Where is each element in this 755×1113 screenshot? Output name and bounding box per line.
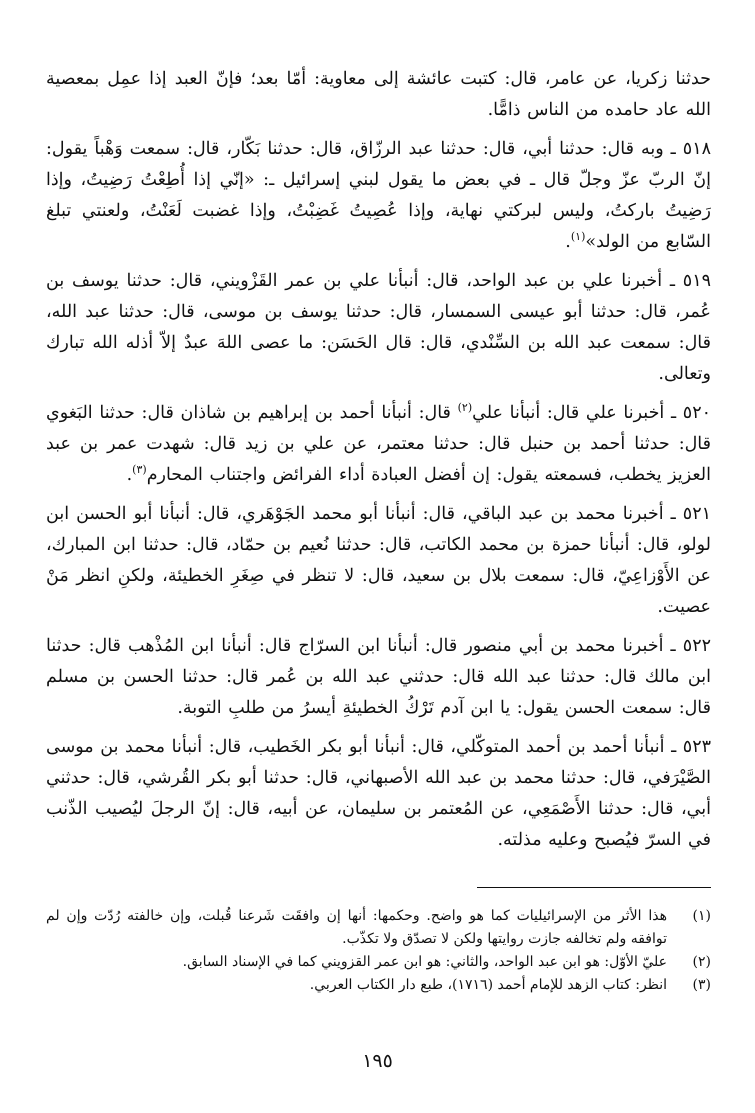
footnote-2 bbox=[46, 951, 711, 974]
paragraph-text: حدثنا زكريا، عن عامر، قال: كتبت عائشة إلى معاوية: أمّا بعد؛ فإنّ العبد إذا عمِل بمعصية الله عاد حامده من الناس ذامًّا. bbox=[46, 69, 711, 120]
footnote-reference-2[interactable]: (٢) bbox=[457, 401, 473, 415]
footnote-reference-1[interactable]: (١) bbox=[570, 230, 586, 244]
paragraph-text: ٥١٨ ـ وبه قال: حدثنا أبي، قال: حدثنا عبد الرزّاق، قال: حدثنا بَكّار، قال: سمعت وَهْباً يقول: إنّ الربّ عزّ وجلّ قال ـ في بعض ما يقول لبني إسرائيل ـ: «إنّي إذا أُطِعْتُ رَضِيتُ، وإذا رَضِيتُ باركتُ، وليس لبركتي نهاية، وإذا عُصِيتُ غَضِبْتُ، وإذا غضبت لَعَنْتُ، ولعنتي تبلغ السّابع من الولد» bbox=[46, 139, 711, 252]
footnotes-section bbox=[46, 905, 711, 997]
footnote-number: (١) bbox=[692, 908, 711, 924]
paragraph-text: ٥٢١ ـ أخبرنا محمد بن عبد الباقي، قال: أنبأنا أبو محمد الجَوْهَري، قال: أنبأنا أبو الحسن ابن لولو، قال: أنبأنا حمزة بن محمد الكاتب، قال: حدثنا نُعيم بن حمّاد، قال: حدثنا ابن المبارك، عن الأَوْزاعِيّ، قال: سمعت بلال بن سعيد، قال: لا تنظر في صِغَرِ الخطيئة، ولكنِ انظر مَنْ عصيت. bbox=[46, 504, 711, 617]
paragraph-text: ٥٢٣ ـ أنبأنا أحمد بن أحمد المتوكّلي، قال: أنبأنا أبو بكر الخَطيب، قال: أنبأنا محمد بن موسى الصَّيْرَفي، قال: حدثنا محمد بن عبد الله الأصبهاني، قال: حدثنا أبو بكر القُرشي، قال: حدثني أبي، قال: حدثنا الأَصْمَعِي، عن المُعتمر بن سليمان، عن أبيه، قال: إنّ الرجلَ ليُصيب الذّنب في السرّ فيُصبح وعليه مذلته. bbox=[46, 737, 711, 850]
footnote-text: انظر: كتاب الزهد للإمام أحمد (١٧١٦)، طبع دار الكتاب العربي. bbox=[309, 977, 667, 993]
footnote-text: هذا الأثر من الإسرائيليات كما هو واضح. وحكمها: أنها إن وافقَت شَرعنا قُبلت، وإن خالفته رُدّت وإن لم توافقه ولم تخالفه جازت روايتها ولكن لا تصدّق ولا تكذّب. bbox=[46, 908, 667, 947]
paragraph-520 bbox=[46, 398, 711, 491]
paragraph-519 bbox=[46, 266, 711, 390]
footnote-text: عليّ الأوّل: هو ابن عبد الواحد، والثاني: هو ابن عمر القزويني كما في الإسناد السابق. bbox=[182, 954, 667, 970]
paragraph-518: ٥١٨ ـ وبه قال: حدثنا أبي، قال: حدثنا عبد الرزّاق، قال: حدثنا بَكّار، قال: سمعت وَهْباً يقول: إنّ الربّ عزّ وجلّ قال ـ في بعض ما يقول لبني إسرائيل ـ: «إنّي إذا أُطِعْتُ رَضِيتُ، وإذا رَضِيتُ باركتُ، وليس لبركتي نهاية، وإذا عُصِيتُ غَضِبْتُ، وإذا غضبت لَعَنْتُ، ولعنتي تبلغ السّابع من الولد»$^{(١)}$. bbox=[46, 139, 711, 252]
paragraph-522 bbox=[46, 631, 711, 724]
paragraph-text: ٥٢٢ ـ أخبرنا محمد بن أبي منصور قال: أنبأنا ابن السرّاج قال: أنبأنا ابن المُذْهب قال: حدثنا ابن مالك قال: حدثنا عبد الله قال: حدثني عبد الله بن عُمر قال: حدثنا الحسن بن مسلم قال: سمعت الحسن يقول: يا ابن آدم تَرْكُ الخطيئةِ أيسرُ من طلبِ التوبة. bbox=[46, 636, 711, 718]
page-number: ١٩٥ bbox=[362, 1050, 393, 1072]
footnote-separator bbox=[477, 887, 711, 888]
footnote-reference-3[interactable]: (٣) bbox=[132, 463, 147, 477]
paragraph-text-continued: قال: أنبأنا أحمد بن إبراهيم بن شاذان قال: حدثنا البَغوي قال: حدثنا أحمد بن حنبل قال: حدثنا معتمر، عن علي بن زيد قال: شهدت عمر بن عبد العزيز يخطب، فسمعته يقول: إن أفضل العبادة أداء الفرائض واجتناب المحارم bbox=[46, 403, 711, 485]
paragraph-text-end: . bbox=[126, 465, 133, 485]
footnote-3 bbox=[46, 974, 711, 997]
footnote-number: (٣) bbox=[692, 977, 711, 993]
footnote-1 bbox=[46, 905, 711, 951]
paragraph-521 bbox=[46, 499, 711, 623]
paragraph-523 bbox=[46, 732, 711, 856]
paragraph-text: ٥٢٠ ـ أخبرنا علي قال: أنبأنا علي bbox=[472, 403, 711, 423]
footnote-number: (٢) bbox=[692, 954, 711, 970]
paragraph-text: ٥١٩ ـ أخبرنا علي بن عبد الواحد، قال: أنبأنا علي بن عمر القَزْويني، قال: حدثنا يوسف بن عُمر، قال: حدثنا أبو عيسى السمسار، قال: حدثنا يوسف بن موسى، قال: حدثنا عبد الله، قال: سمعت عبد الله بن السِّنْدي، قال: قال الحَسَن: ما عصى اللهَ عبدٌ إلاّ أذله الله تبارك وتعالى. bbox=[46, 271, 711, 384]
paragraph-517-continuation bbox=[46, 64, 711, 126]
